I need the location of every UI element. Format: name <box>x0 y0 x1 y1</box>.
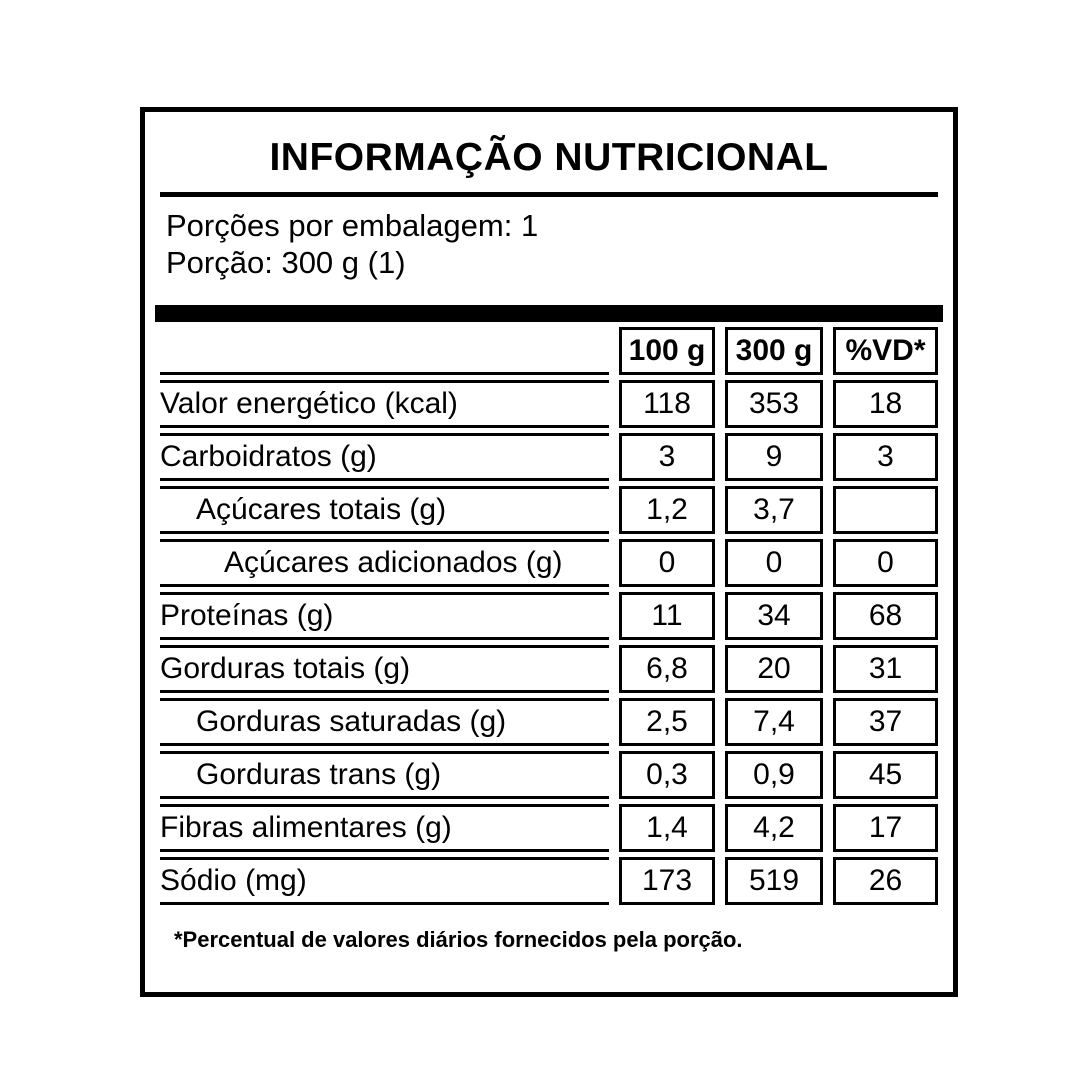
value-300g: 34 <box>725 592 823 640</box>
value-vd: 0 <box>833 539 938 587</box>
nutrient-label: Carboidratos (g) <box>160 433 609 481</box>
nutrient-label: Gorduras totais (g) <box>160 645 609 693</box>
value-100g: 6,8 <box>619 645 715 693</box>
value-300g: 4,2 <box>725 804 823 852</box>
value-vd: 3 <box>833 433 938 481</box>
table-row <box>160 380 938 428</box>
serving-info <box>160 207 938 281</box>
value-vd: 68 <box>833 592 938 640</box>
page-title: INFORMAÇÃO NUTRICIONAL <box>269 136 829 179</box>
nutrient-label: Açúcares adicionados (g) <box>160 539 609 587</box>
column-header-100g: 100 g <box>619 327 715 375</box>
table-row <box>160 751 938 799</box>
table-row <box>160 804 938 852</box>
value-100g: 0 <box>619 539 715 587</box>
column-header-300g: 300 g <box>725 327 823 375</box>
value-100g: 173 <box>619 857 715 905</box>
nutrient-label: Fibras alimentares (g) <box>160 804 609 852</box>
value-300g: 7,4 <box>725 698 823 746</box>
value-vd: 37 <box>833 698 938 746</box>
value-vd: 45 <box>833 751 938 799</box>
table-row <box>160 592 938 640</box>
value-300g: 519 <box>725 857 823 905</box>
value-100g: 11 <box>619 592 715 640</box>
table-row <box>160 486 938 534</box>
nutrient-label: Proteínas (g) <box>160 592 609 640</box>
nutrient-label: Açúcares totais (g) <box>160 486 609 534</box>
table-header-row <box>160 327 938 375</box>
column-header-vd: %VD* <box>833 327 938 375</box>
value-300g: 353 <box>725 380 823 428</box>
table-row <box>160 857 938 905</box>
table-row <box>160 645 938 693</box>
table-row <box>160 698 938 746</box>
value-100g: 1,4 <box>619 804 715 852</box>
nutrition-label <box>140 107 958 997</box>
value-100g: 3 <box>619 433 715 481</box>
nutrient-label: Sódio (mg) <box>160 857 609 905</box>
value-100g: 118 <box>619 380 715 428</box>
nutrition-table <box>150 322 948 910</box>
value-300g: 9 <box>725 433 823 481</box>
nutrient-label: Valor energético (kcal) <box>160 380 609 428</box>
nutrient-label: Gorduras trans (g) <box>160 751 609 799</box>
value-vd: 26 <box>833 857 938 905</box>
servings-per-package: Porções por embalagem: 1 <box>166 208 539 243</box>
value-300g: 0 <box>725 539 823 587</box>
table-row <box>160 433 938 481</box>
value-100g: 0,3 <box>619 751 715 799</box>
section-divider-bar <box>155 305 943 322</box>
nutrient-label: Gorduras saturadas (g) <box>160 698 609 746</box>
value-vd: 17 <box>833 804 938 852</box>
table-row <box>160 539 938 587</box>
value-vd: 31 <box>833 645 938 693</box>
value-100g: 1,2 <box>619 486 715 534</box>
serving-size: Porção: 300 g (1) <box>166 245 406 280</box>
value-300g: 0,9 <box>725 751 823 799</box>
value-vd: 18 <box>833 380 938 428</box>
header-empty-cell <box>160 327 609 375</box>
value-vd <box>833 486 938 534</box>
title-divider <box>160 192 938 197</box>
value-300g: 3,7 <box>725 486 823 534</box>
vd-footnote: *Percentual de valores diários fornecidos pela porção. <box>174 927 743 952</box>
value-100g: 2,5 <box>619 698 715 746</box>
value-300g: 20 <box>725 645 823 693</box>
